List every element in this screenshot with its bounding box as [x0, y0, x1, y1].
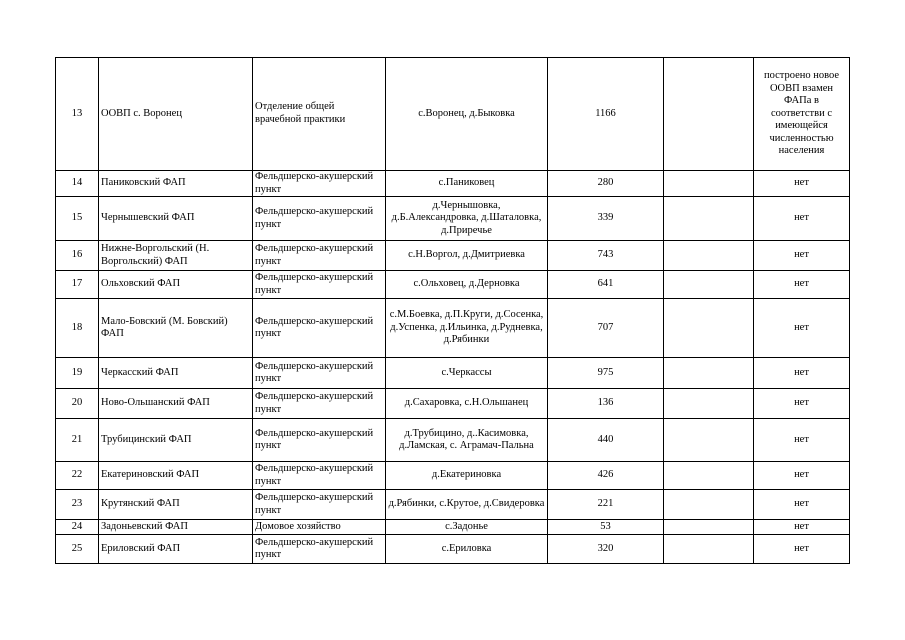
served-villages: д.Рябинки, с.Крутое, д.Свидеровка [386, 490, 548, 520]
empty-cell [664, 520, 754, 535]
row-number: 13 [56, 58, 99, 171]
note: нет [754, 490, 850, 520]
population: 426 [548, 462, 664, 490]
facility-type: Фельдшерско-акушерский пункт [253, 241, 386, 271]
table-row [56, 535, 850, 564]
note: нет [754, 299, 850, 358]
population: 221 [548, 490, 664, 520]
population: 440 [548, 419, 664, 462]
served-villages: с.Паниковец [386, 171, 548, 197]
row-number: 21 [56, 419, 99, 462]
row-number: 24 [56, 520, 99, 535]
empty-cell [664, 389, 754, 419]
served-villages: с.Ериловка [386, 535, 548, 564]
facility-type: Фельдшерско-акушерский пункт [253, 419, 386, 462]
empty-cell [664, 58, 754, 171]
facility-type: Фельдшерско-акушерский пункт [253, 197, 386, 241]
table-row [56, 171, 850, 197]
population: 320 [548, 535, 664, 564]
row-number: 18 [56, 299, 99, 358]
population: 53 [548, 520, 664, 535]
facility-name: ООВП с. Воронец [99, 58, 253, 171]
table-row [56, 520, 850, 535]
empty-cell [664, 358, 754, 389]
facility-type: Фельдшерско-акушерский пункт [253, 535, 386, 564]
row-number: 17 [56, 271, 99, 299]
note: нет [754, 171, 850, 197]
note: нет [754, 197, 850, 241]
facility-name: Чернышевский ФАП [99, 197, 253, 241]
note: нет [754, 520, 850, 535]
served-villages: д.Сахаровка, с.Н.Ольшанец [386, 389, 548, 419]
empty-cell [664, 535, 754, 564]
row-number: 14 [56, 171, 99, 197]
population: 136 [548, 389, 664, 419]
note: нет [754, 241, 850, 271]
facility-type: Домовое хозяйство [253, 520, 386, 535]
note: нет [754, 358, 850, 389]
facility-name: Мало-Бовский (М. Бовский) ФАП [99, 299, 253, 358]
served-villages: с.Ольховец, д.Дерновка [386, 271, 548, 299]
empty-cell [664, 241, 754, 271]
table-row [56, 299, 850, 358]
note: нет [754, 462, 850, 490]
note: построено новое ООВП взамен ФАПа в соответстви с имеющейся численностью населения [754, 58, 850, 171]
served-villages: с.М.Боевка, д.П.Круги, д.Сосенка, д.Успенка, д.Ильинка, д.Рудневка, д.Рябинки [386, 299, 548, 358]
facility-type: Отделение общей врачебной практики [253, 58, 386, 171]
facility-name: Черкасский ФАП [99, 358, 253, 389]
table-row [56, 271, 850, 299]
facility-name: Ново-Ольшанский ФАП [99, 389, 253, 419]
empty-cell [664, 171, 754, 197]
served-villages: с.Задонье [386, 520, 548, 535]
facilities-table [55, 57, 850, 564]
row-number: 23 [56, 490, 99, 520]
facility-name: Паниковский ФАП [99, 171, 253, 197]
row-number: 20 [56, 389, 99, 419]
facility-type: Фельдшерско-акушерский пункт [253, 389, 386, 419]
empty-cell [664, 490, 754, 520]
facility-type: Фельдшерско-акушерский пункт [253, 462, 386, 490]
table-row [56, 241, 850, 271]
facility-name: Крутянский ФАП [99, 490, 253, 520]
population: 641 [548, 271, 664, 299]
facility-name: Задоньевский ФАП [99, 520, 253, 535]
empty-cell [664, 271, 754, 299]
row-number: 16 [56, 241, 99, 271]
facility-name: Трубицинский ФАП [99, 419, 253, 462]
note: нет [754, 535, 850, 564]
facility-type: Фельдшерско-акушерский пункт [253, 171, 386, 197]
population: 339 [548, 197, 664, 241]
facility-type: Фельдшерско-акушерский пункт [253, 299, 386, 358]
empty-cell [664, 419, 754, 462]
population: 975 [548, 358, 664, 389]
table-row [56, 197, 850, 241]
table-row [56, 490, 850, 520]
served-villages: с.Воронец, д.Быковка [386, 58, 548, 171]
row-number: 22 [56, 462, 99, 490]
table-row [56, 462, 850, 490]
served-villages: д.Чернышовка, д.Б.Александровка, д.Шаталовка, д.Приречье [386, 197, 548, 241]
row-number: 25 [56, 535, 99, 564]
population: 280 [548, 171, 664, 197]
served-villages: с.Н.Воргол, д.Дмитриевка [386, 241, 548, 271]
empty-cell [664, 197, 754, 241]
population: 1166 [548, 58, 664, 171]
empty-cell [664, 462, 754, 490]
population: 707 [548, 299, 664, 358]
facility-name: Ериловский ФАП [99, 535, 253, 564]
facility-type: Фельдшерско-акушерский пункт [253, 271, 386, 299]
empty-cell [664, 299, 754, 358]
facility-type: Фельдшерско-акушерский пункт [253, 358, 386, 389]
facility-type: Фельдшерско-акушерский пункт [253, 490, 386, 520]
table-row [56, 58, 850, 171]
population: 743 [548, 241, 664, 271]
table-row [56, 358, 850, 389]
note: нет [754, 389, 850, 419]
facility-name: Екатериновский ФАП [99, 462, 253, 490]
served-villages: с.Черкассы [386, 358, 548, 389]
row-number: 19 [56, 358, 99, 389]
note: нет [754, 271, 850, 299]
table-row [56, 389, 850, 419]
facility-name: Ольховский ФАП [99, 271, 253, 299]
table-body [56, 58, 850, 564]
served-villages: д.Екатериновка [386, 462, 548, 490]
table-row [56, 419, 850, 462]
note: нет [754, 419, 850, 462]
facility-name: Нижне-Воргольский (Н. Воргольский) ФАП [99, 241, 253, 271]
row-number: 15 [56, 197, 99, 241]
served-villages: д.Трубицино, д..Касимовка, д.Ламская, с. Аграмач-Пальна [386, 419, 548, 462]
